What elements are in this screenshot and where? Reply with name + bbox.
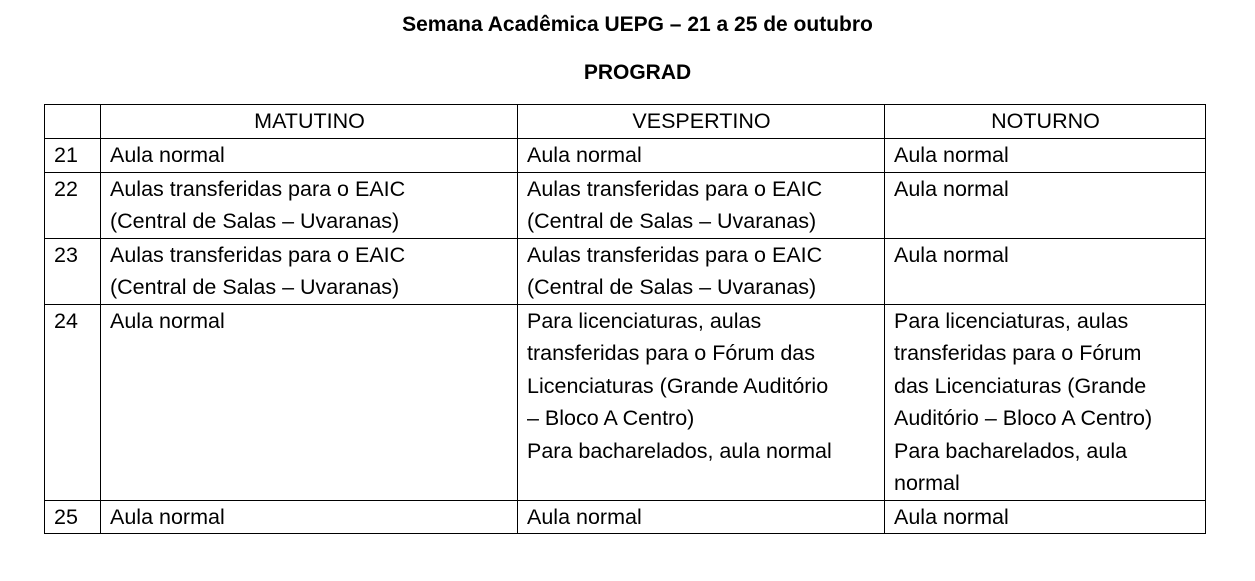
cell-text-line: das Licenciaturas (Grande [894, 373, 1147, 398]
day-cell: 23 [45, 238, 101, 304]
cell-text-line: Para bacharelados, aula [894, 438, 1128, 463]
cell-text-line: Aulas transferidas para o EAIC [527, 176, 823, 201]
cell-text-line: Aulas transferidas para o EAIC [527, 242, 823, 267]
vespertino-cell [518, 238, 885, 304]
noturno-cell [885, 500, 1206, 534]
cell-text-line: Licenciaturas (Grande Auditório [527, 373, 829, 398]
cell-text-line: Para licenciaturas, aulas [527, 308, 762, 333]
cell-text-line: Aula normal [527, 504, 642, 529]
cell-text-line: Aula normal [110, 308, 225, 333]
cell-text-line: Aula normal [110, 504, 225, 529]
matutino-cell [101, 238, 518, 304]
day-cell: 25 [45, 500, 101, 534]
table-row [45, 238, 1206, 304]
day-cell: 24 [45, 304, 101, 500]
cell-text-line: Aula normal [110, 143, 225, 167]
table-row [45, 500, 1206, 534]
schedule-table [44, 104, 1206, 534]
noturno-cell [885, 172, 1206, 238]
cell-text-line: Aulas transferidas para o EAIC [110, 176, 406, 201]
vespertino-cell [518, 500, 885, 534]
header-corner-cell [45, 105, 101, 139]
day-cell: 22 [45, 172, 101, 238]
matutino-cell [101, 304, 518, 500]
cell-text-line: Para licenciaturas, aulas [894, 308, 1129, 333]
noturno-cell [885, 304, 1206, 500]
matutino-cell [101, 139, 518, 173]
cell-text-line: normal [894, 471, 960, 495]
cell-text-line: Aula normal [894, 143, 1009, 167]
table-row [45, 304, 1206, 500]
table-row [45, 172, 1206, 238]
header-row [45, 105, 1206, 139]
document-title: Semana Acadêmica UEPG – 21 a 25 de outubro [402, 13, 873, 36]
schedule-table-body [45, 105, 1206, 534]
header-matutino: MATUTINO [101, 105, 518, 139]
cell-text-line: (Central de Salas – Uvaranas) [110, 209, 400, 233]
cell-text-line: Aula normal [894, 176, 1009, 201]
header-noturno: NOTURNO [885, 105, 1206, 139]
cell-text-line: Aula normal [894, 504, 1009, 529]
table-row [45, 139, 1206, 173]
document-subtitle: PROGRAD [583, 61, 692, 84]
header-vespertino: VESPERTINO [518, 105, 885, 139]
cell-text-line: (Central de Salas – Uvaranas) [110, 275, 400, 299]
cell-text-line: Para bacharelados, aula normal [527, 438, 832, 463]
cell-text-line: Aula normal [894, 242, 1009, 267]
noturno-cell [885, 139, 1206, 173]
cell-text-line: Aula normal [527, 143, 642, 167]
cell-text-line: Auditório – Bloco A Centro) [894, 406, 1153, 430]
cell-text-line: transferidas para o Fórum das [527, 341, 815, 365]
matutino-cell [101, 172, 518, 238]
cell-text-line: transferidas para o Fórum [894, 341, 1142, 365]
vespertino-cell [518, 304, 885, 500]
day-cell: 21 [45, 139, 101, 173]
cell-text-line: – Bloco A Centro) [527, 406, 695, 430]
cell-text-line: (Central de Salas – Uvaranas) [527, 275, 817, 299]
cell-text-line: Aulas transferidas para o EAIC [110, 242, 406, 267]
matutino-cell [101, 500, 518, 534]
vespertino-cell [518, 139, 885, 173]
cell-text-line: (Central de Salas – Uvaranas) [527, 209, 817, 233]
vespertino-cell [518, 172, 885, 238]
noturno-cell [885, 238, 1206, 304]
